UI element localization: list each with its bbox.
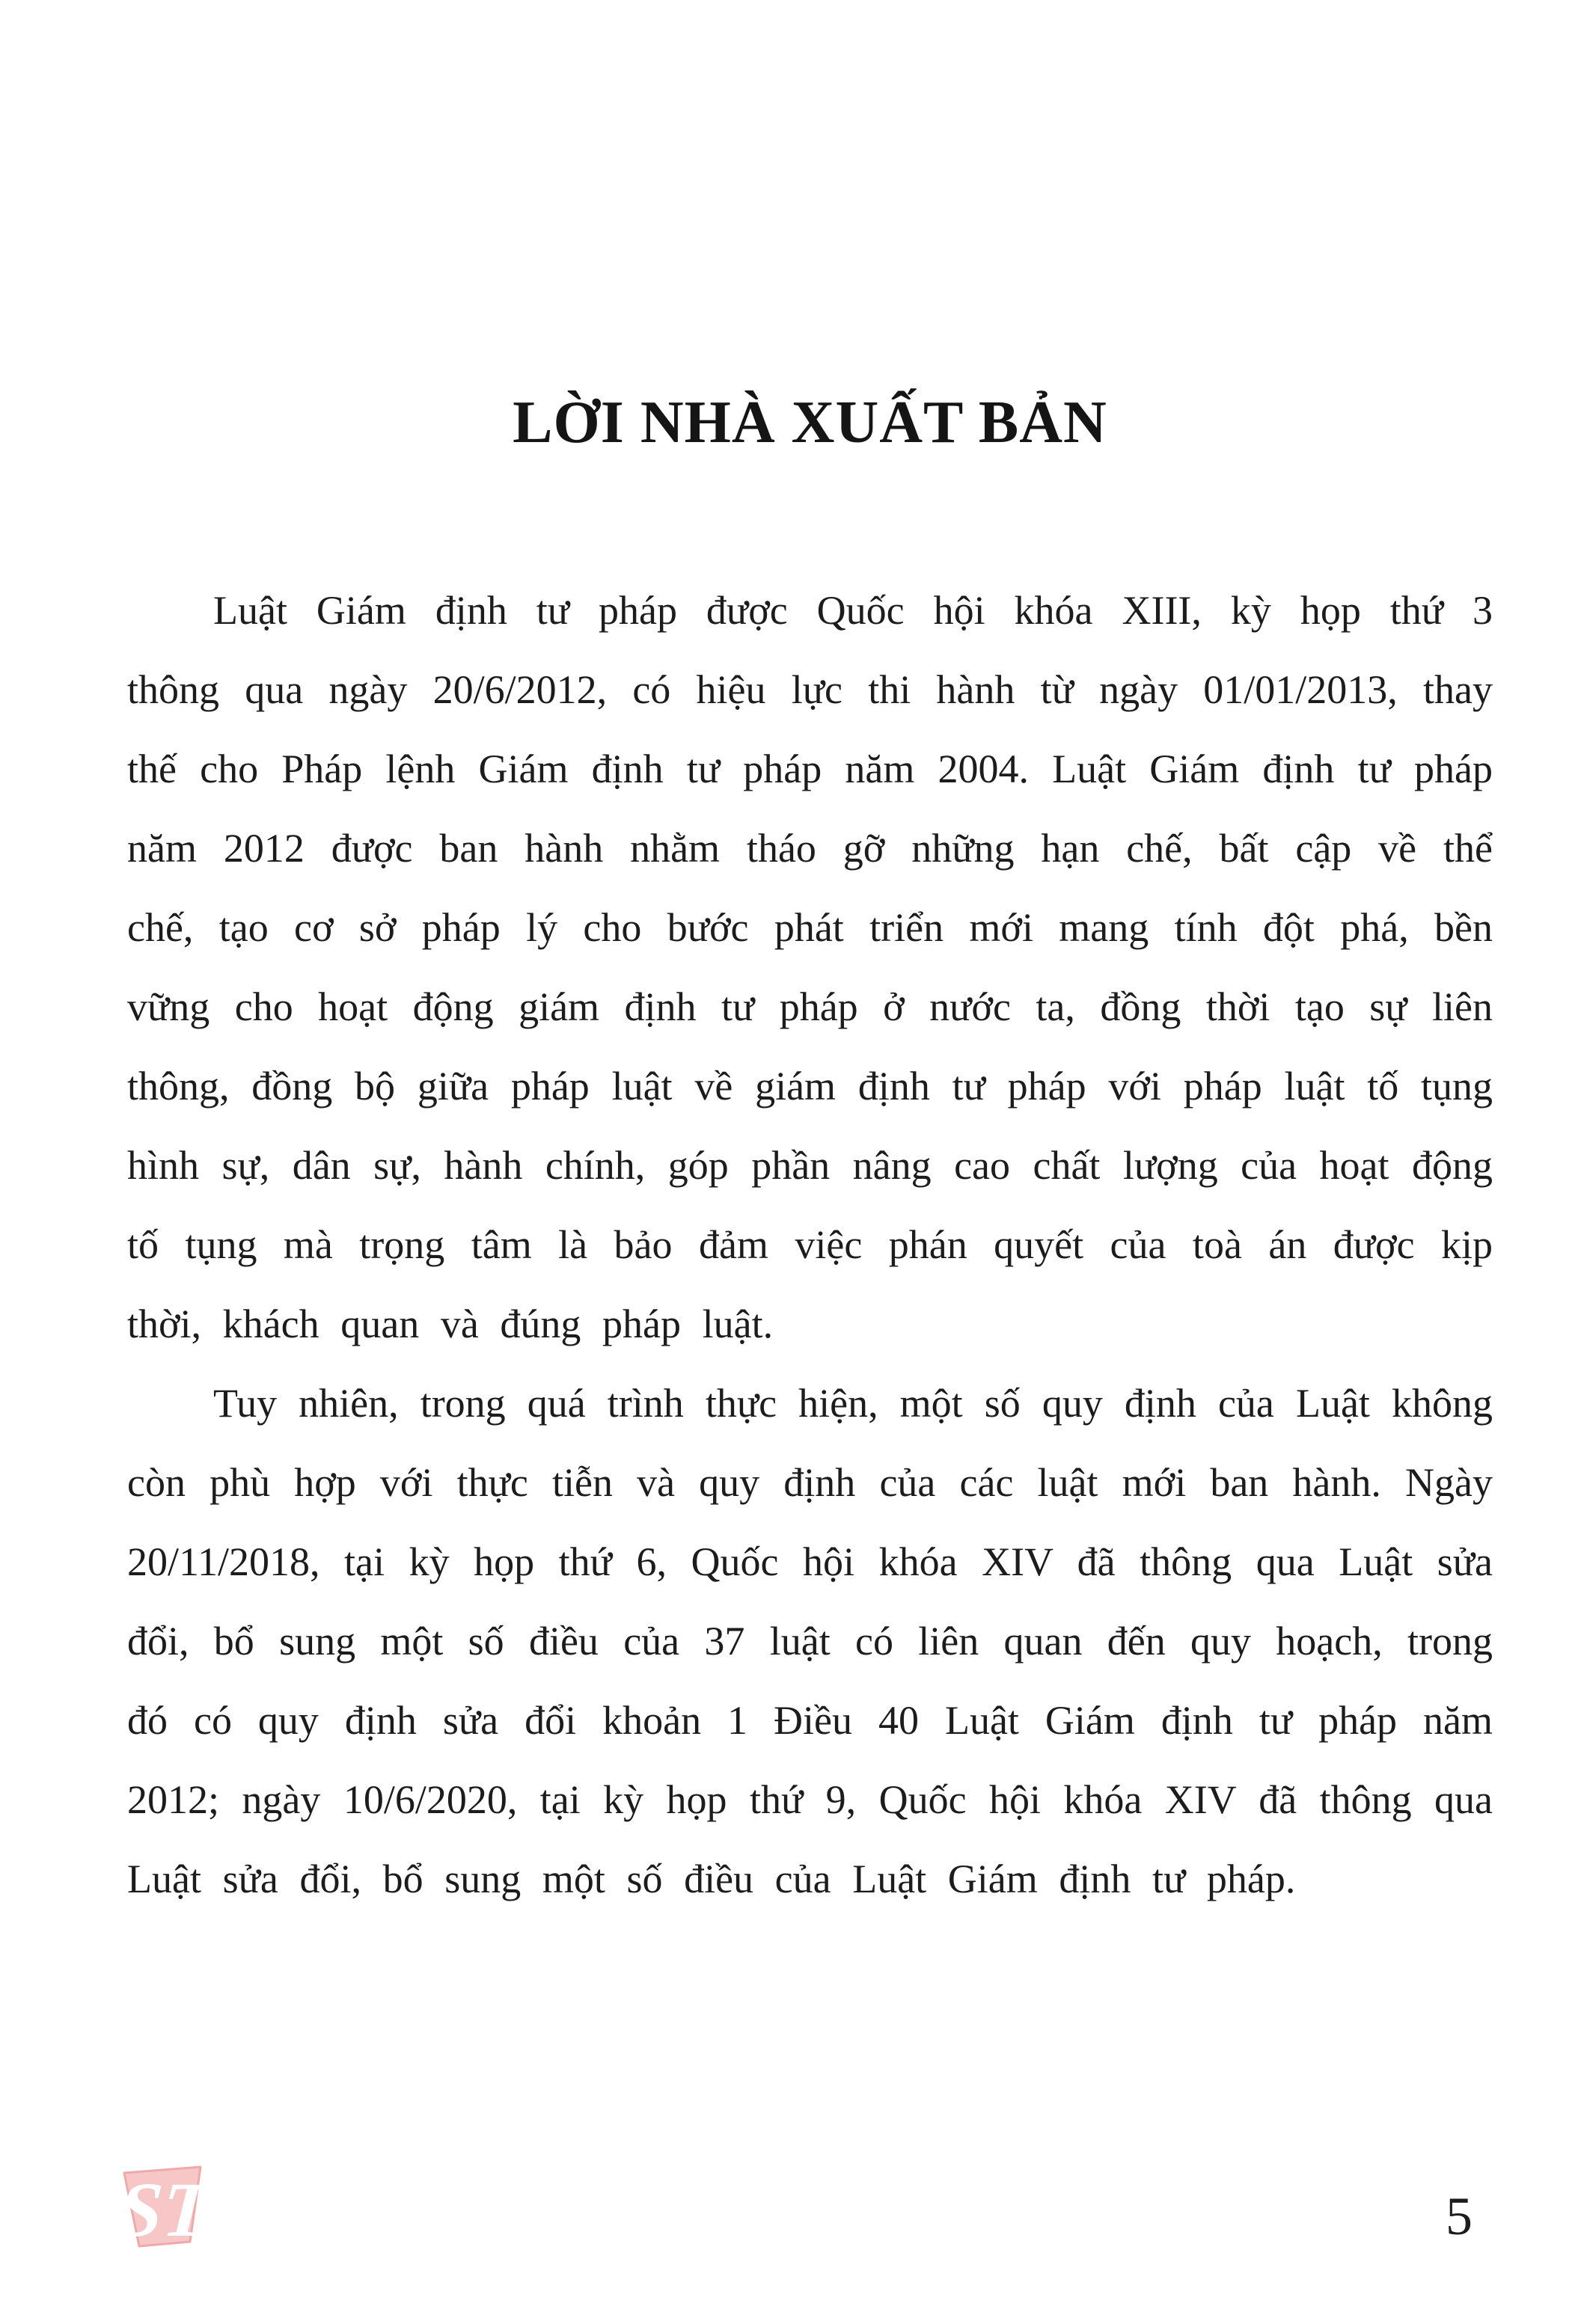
paragraph: Luật Giám định tư pháp được Quốc hội khóa XIII, kỳ họp thứ 3 thông qua ngày 20/6/2012, có hiệu lực thi hành từ ngày 01/01/2013, thay thế cho Pháp lệnh Giám định tư pháp năm 2004. Luật Giám định tư pháp năm 2012 được ban hành nhằm tháo gỡ những hạn chế, bất cập về thể chế, tạo cơ sở pháp lý cho bước phát triển mới mang tính đột phá, bền vững cho hoạt động giám định tư pháp ở nước ta, đồng thời tạo sự liên thông, đồng bộ giữa pháp luật về giám định tư pháp với pháp luật tố tụng hình sự, dân sự, hành chính, góp phần nâng cao chất lượng của hoạt động tố tụng mà trọng tâm là bảo đảm việc phán quyết của toà án được kịp thời, khách quan và đúng pháp luật.: [127, 588, 1493, 1346]
body-text: [127, 571, 1493, 1919]
publisher-logo-icon: [112, 2164, 211, 2252]
publisher-logo: [112, 2164, 211, 2252]
paragraph: Tuy nhiên, trong quá trình thực hiện, một số quy định của Luật không còn phù hợp với thực tiễn và quy định của các luật mới ban hành. Ngày 20/11/2018, tại kỳ họp thứ 6, Quốc hội khóa XIV đã thông qua Luật sửa đổi, bổ sung một số điều của 37 luật có liên quan đến quy hoạch, trong đó có quy định sửa đổi khoản 1 Điều 40 Luật Giám định tư pháp năm 2012; ngày 10/6/2020, tại kỳ họp thứ 9, Quốc hội khóa XIV đã thông qua Luật sửa đổi, bổ sung một số điều của Luật Giám định tư pháp.: [127, 1381, 1493, 1901]
page-title: LỜI NHÀ XUẤT BẢN: [513, 390, 1107, 456]
page-number: 5: [1446, 2186, 1473, 2246]
publisher-logo-st-text: ST: [116, 2166, 211, 2252]
